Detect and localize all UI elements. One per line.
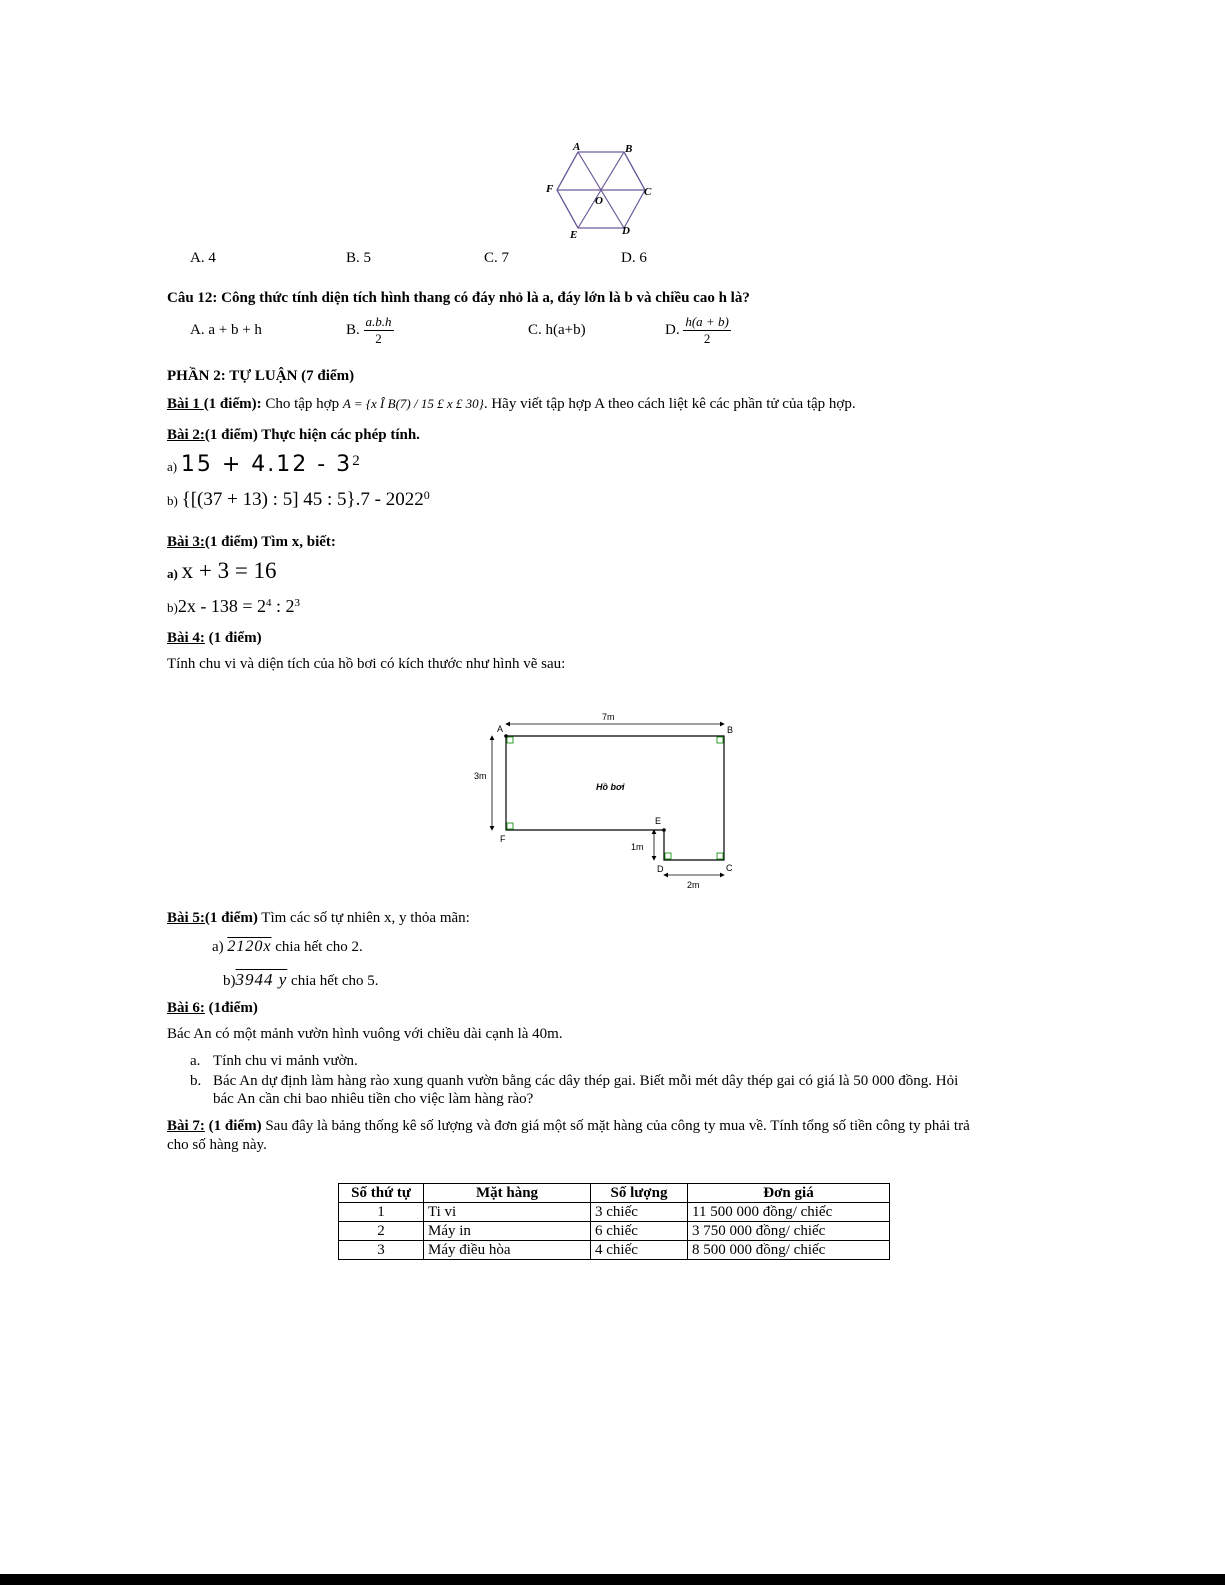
bai1-set: A = {x Î B(7) / 15 £ x £ 30} [342,396,484,411]
table-cell: 3 [339,1241,424,1260]
bai7-heading [167,1118,970,1135]
table-cell: Ti vi [424,1203,591,1222]
bai4-heading [167,630,262,647]
fraction-numerator: h(a + b) [685,314,729,329]
q12-option-b-prefix: B. [346,322,360,338]
table-header-cell: Số thứ tự [339,1184,424,1203]
bai4-points: (1 điểm) [204,630,262,646]
q12-option-d-fraction [683,314,730,347]
table-cell: 1 [339,1203,424,1222]
bai5-label: Bài 5: [167,910,205,926]
pool-label-c: C [726,863,733,873]
bai3-b-mid: : 2 [271,596,295,616]
bai3-a-label: a) [167,566,178,581]
pool-label-f: F [500,834,506,844]
stats-table [338,1183,890,1260]
q12-label: Câu 12: [167,290,218,306]
bai7-points: (1 điểm) [204,1118,262,1134]
table-cell: 3 750 000 đồng/ chiếc [688,1222,890,1241]
hex-label-o: O [595,195,603,207]
bai5-text: Tìm các số tự nhiên x, y thỏa mãn: [257,910,470,926]
bai3-a [167,558,277,584]
q11-option-c: C. 7 [484,250,510,266]
bai6-points: (1điểm) [204,1000,258,1016]
bai2-points: (1 điểm) Thực hiện các phép tính. [204,427,420,443]
bai6-text: Bác An có một mảnh vườn hình vuông với chiều dài cạnh là 40m. [167,1026,563,1042]
part2-heading: PHẦN 2: TỰ LUẬN (7 điểm) [167,368,355,384]
bai4-text: Tính chu vi và diện tích của hồ bơi có kích thước như hình vẽ sau: [167,656,566,672]
bai6-b-label: b. [190,1073,202,1089]
hex-label-c: C [644,186,652,198]
fraction-denominator: 2 [375,331,382,346]
bai5-a-number: 2120x [227,938,272,955]
table-header-cell: Đơn giá [688,1184,890,1203]
bai1-text1: Cho tập hợp [261,396,343,412]
bai5-points: (1 điểm) [204,910,258,926]
bai6-b-text1: Bác An dự định làm hàng rào xung quanh vườn bằng các dây thép gai. Biết mỗi mét dây thép gai có giá là 50 000 đồng. Hỏi [213,1073,959,1089]
bai3-label: Bài 3: [167,534,205,550]
bai3-points: (1 điểm) Tìm x, biết: [204,534,336,550]
table-cell: Máy điều hòa [424,1241,591,1260]
bai3-b-expr: 2x - 138 = 2 [177,596,266,616]
q12-text: Công thức tính diện tích hình thang có đáy nhỏ là a, đáy lớn là b và chiều cao h là? [221,290,750,306]
q12-option-b [346,314,394,347]
fraction-denominator: 2 [703,331,711,346]
bai6-a-text: Tính chu vi mảnh vườn. [213,1053,358,1069]
bai1-text2: . Hãy viết tập hợp A theo cách liệt kê các phần tử của tập hợp. [483,396,856,412]
bai5-b-label: b) [223,973,236,989]
bottom-edge-bar [0,1574,1225,1585]
q12-option-d [665,314,731,347]
bai5-a-text: chia hết cho 2. [271,939,363,955]
bai2-a-exp: 2 [352,453,360,469]
bai2-b [167,488,430,511]
bai2-b-exp: 0 [423,488,430,502]
bai2-b-expr: {[(37 + 13) : 5] 45 : 5}.7 - 2022 [181,489,424,510]
q11-option-d: D. 6 [621,250,647,266]
q11-option-b: B. 5 [346,250,372,266]
bai2-label: Bài 2: [167,427,205,443]
hex-label-a: A [573,141,581,153]
table-cell: 2 [339,1222,424,1241]
bai3-b-exp2: 3 [294,597,301,609]
bai6-heading [167,1000,258,1017]
table-cell: 8 500 000 đồng/ chiếc [688,1241,890,1260]
pool-diagram [470,705,750,900]
bai5-b [223,970,379,990]
hex-label-e: E [570,229,578,240]
bai3-b [167,596,300,617]
bai5-a [212,938,363,956]
table-cell: 4 chiếc [591,1241,688,1260]
bai6-b-text2: bác An cần chi bao nhiêu tiền cho việc làm hàng rào? [213,1091,534,1107]
bai5-b-number: 3944 y [235,970,288,989]
pool-label-d: D [657,864,664,874]
hexagon-figure [540,140,660,240]
table-header-cell: Mặt hàng [424,1184,591,1203]
pool-label-e: E [655,816,662,826]
bai6-label: Bài 6: [167,1000,205,1016]
q12-option-a: A. a + b + h [190,322,262,338]
bai3-a-expr: x + 3 = 16 [181,558,277,583]
bai5-heading [167,910,470,927]
q11-option-a: A. 4 [190,250,216,266]
table-row [339,1222,890,1241]
bai7-label: Bài 7: [167,1118,205,1134]
q12-option-d-prefix: D. [665,322,680,338]
bai7-text2: cho số hàng này. [167,1137,267,1153]
table-cell: 3 chiếc [591,1203,688,1222]
bai6-a-label: a. [190,1053,201,1069]
bai2-a-label: a) [167,459,178,474]
bai2-a-expr: 15 + 4.12 - 3 [180,452,353,477]
hex-label-f: F [546,183,554,195]
fraction-numerator: a.b.h [365,314,392,329]
bai3-heading [167,534,336,551]
bai1-label: Bài 1 [167,396,204,412]
pool-top-dim: 7m [602,712,615,722]
table-cell: 6 chiếc [591,1222,688,1241]
bai2-heading [167,427,420,444]
table-cell: Máy in [424,1222,591,1241]
bai2-a [167,452,360,477]
bai3-b-exp1: 4 [266,597,272,609]
table-cell: 11 500 000 đồng/ chiếc [688,1203,890,1222]
bai3-b-label: b) [167,600,178,615]
pool-title: Hồ bơi [596,782,625,792]
hex-label-b: B [625,143,633,155]
table-header-cell: Số lượng [591,1184,688,1203]
table-row [339,1241,890,1260]
table-row [339,1203,890,1222]
bai1-points: (1 điểm): [203,396,262,412]
pool-label-a: A [497,724,504,734]
hex-label-d: D [622,225,630,237]
bai5-b-text: chia hết cho 5. [287,973,379,989]
pool-bottom-dim: 2m [687,880,700,890]
q12-question [167,290,750,307]
pool-label-b: B [727,725,734,735]
bai7-text1: Sau đây là bảng thống kê số lượng và đơn giá một số mặt hàng của công ty mua về. Tính tổng số tiền công ty phải trả [261,1118,970,1134]
table-header-row [339,1184,890,1203]
bai5-a-label: a) [212,939,224,955]
pool-inner-dim: 1m [631,842,644,852]
q12-option-c: C. h(a+b) [528,322,586,338]
bai4-label: Bài 4: [167,630,205,646]
pool-left-dim: 3m [474,771,487,781]
q12-option-b-fraction [364,314,394,347]
bai1 [167,396,856,413]
bai2-b-label: b) [167,493,178,508]
